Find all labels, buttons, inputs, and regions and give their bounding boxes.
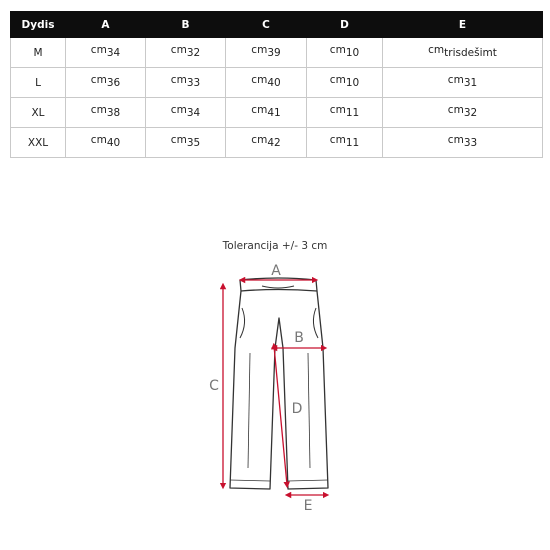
measurement-value: 42: [267, 136, 281, 149]
unit-label: cm: [329, 43, 346, 56]
measurement-value: 36: [106, 76, 121, 89]
unit-label: cm: [251, 103, 268, 116]
measurement-value: 11: [345, 136, 360, 149]
unit-label: cm: [251, 43, 268, 56]
tolerance-note: Tolerancija +/- 3 cm: [222, 240, 328, 252]
measurement-value: 40: [267, 76, 281, 89]
unit-label: cm: [428, 43, 445, 56]
measurement-cell: [66, 128, 146, 158]
measurement-value: trisdešimt: [444, 46, 497, 59]
unit-label: cm: [90, 133, 107, 146]
measurement-cell: [383, 128, 543, 158]
size-cell: M: [11, 38, 66, 68]
pants-outline-icon: [230, 278, 328, 489]
measurement-cell: [307, 98, 383, 128]
measurement-cell: [66, 38, 146, 68]
unit-label: cm: [170, 43, 187, 56]
header-size: Dydis: [11, 12, 66, 38]
measurement-cell: [66, 98, 146, 128]
measurement-cell: [146, 38, 226, 68]
measurement-value: 33: [463, 136, 478, 149]
measurement-value: 38: [106, 106, 121, 119]
size-cell: XXL: [11, 128, 66, 158]
unit-label: cm: [329, 133, 346, 146]
size-cell: XL: [11, 98, 66, 128]
measurement-value: 10: [345, 46, 360, 59]
size-cell: L: [11, 68, 66, 98]
measurement-cell: [146, 68, 226, 98]
pants-measurement-diagram: [190, 258, 360, 520]
measurement-value: 34: [186, 106, 201, 119]
measurement-cell: [383, 38, 543, 68]
measurement-cell: [226, 38, 307, 68]
unit-label: cm: [90, 73, 107, 86]
measurement-cell: [226, 98, 307, 128]
measurement-cell: [226, 68, 307, 98]
unit-label: cm: [447, 133, 464, 146]
measurement-cell: [307, 38, 383, 68]
table-row: [11, 98, 543, 128]
table-header-row: [11, 12, 543, 38]
measurement-value: 39: [267, 46, 281, 59]
unit-label: cm: [170, 133, 187, 146]
measurement-value: 32: [186, 46, 201, 59]
measurement-value: 34: [106, 46, 121, 59]
measurement-cell: [226, 128, 307, 158]
measurement-value: 10: [345, 76, 360, 89]
measurement-cell: [66, 68, 146, 98]
size-table: [10, 11, 543, 158]
unit-label: cm: [170, 103, 187, 116]
measurement-value: 11: [345, 106, 360, 119]
measurement-cell: [146, 98, 226, 128]
unit-label: cm: [329, 73, 346, 86]
measurement-value: 32: [463, 106, 478, 119]
unit-label: cm: [170, 73, 187, 86]
unit-label: cm: [251, 133, 268, 146]
label-d: D: [291, 401, 303, 417]
header-a: A: [66, 12, 146, 38]
unit-label: cm: [90, 103, 107, 116]
measurement-value: 40: [106, 136, 121, 149]
table-row: [11, 38, 543, 68]
measurement-cell: [307, 128, 383, 158]
unit-label: cm: [90, 43, 107, 56]
measurement-cell: [383, 98, 543, 128]
table-row: [11, 128, 543, 158]
measurement-value: 33: [186, 76, 201, 89]
header-b: B: [146, 12, 226, 38]
table-row: [11, 68, 543, 98]
unit-label: cm: [329, 103, 346, 116]
label-b: B: [294, 330, 304, 346]
label-c: C: [209, 378, 219, 394]
header-d: D: [307, 12, 383, 38]
unit-label: cm: [447, 103, 464, 116]
measurement-cell: [146, 128, 226, 158]
measurement-value: 35: [186, 136, 201, 149]
header-c: C: [226, 12, 307, 38]
unit-label: cm: [251, 73, 268, 86]
unit-label: cm: [447, 73, 464, 86]
label-a: A: [271, 263, 281, 279]
measurement-value: 31: [463, 76, 478, 89]
header-e: E: [383, 12, 543, 38]
label-e: E: [303, 498, 313, 514]
measurement-value: 41: [267, 106, 281, 119]
measurement-cell: [383, 68, 543, 98]
measurement-cell: [307, 68, 383, 98]
